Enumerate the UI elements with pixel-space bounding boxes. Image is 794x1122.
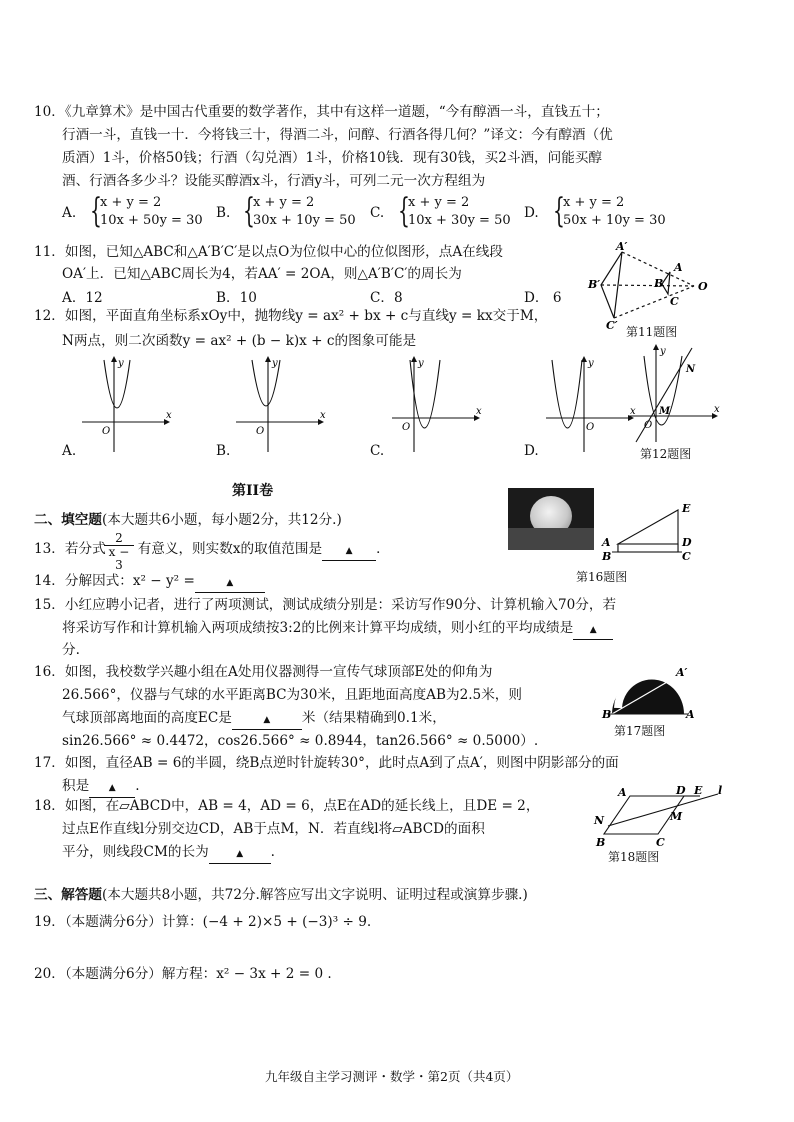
q10-option-a-eq2: 10x + 50y = 30 xyxy=(100,213,203,228)
q11-option-a: A．12 xyxy=(62,290,103,306)
q12-a-x-label: x xyxy=(166,410,172,421)
q11-triangle-a1b1c1 xyxy=(601,252,622,318)
q17-line-2 xyxy=(62,777,140,798)
q18-answer-blank[interactable]: ▲ xyxy=(209,845,271,864)
q14-text: 14．分解因式：x² − y² = xyxy=(34,573,195,589)
q10-line-4: 酒、行酒各多少斗？设能买醇酒x斗，行酒y斗，可列二元一次方程组为 xyxy=(62,173,486,189)
q16-line-4: sin26.566° ≈ 0.4472，cos26.566° ≈ 0.8944，tan26.566° ≈ 0.5000）. xyxy=(62,733,539,749)
q12-figure xyxy=(626,344,722,444)
q15-line-1: 15．小红应聘小记者，进行了两项测试，测试成绩分别是：采访写作90分、计算机输入70分，若 xyxy=(34,597,617,613)
q18-label-m: M xyxy=(670,810,683,823)
q11-ray-c xyxy=(614,286,694,318)
q11-line-1: 11．如图，已知△ABC和△A′B′C′是以点O为位似中心的位似图形，点A在线段 xyxy=(34,244,503,260)
q15-text-2: 将采访写作和计算机输入两项成绩按3:2的比例来计算平均成绩，则小红的平均成绩是 xyxy=(62,620,574,636)
q12-fig-label-n: N xyxy=(686,364,696,375)
q13-prefix: 13．若分式 xyxy=(34,541,106,557)
q14-answer-blank[interactable]: ▲ xyxy=(195,574,265,593)
q10-option-a-label: A. xyxy=(62,205,77,221)
part-2-title: 第II卷 xyxy=(232,483,274,499)
q11-label-b: B xyxy=(654,277,664,290)
q13-denominator: x − 3 xyxy=(108,545,130,572)
q12-b-y-label: y xyxy=(272,358,278,369)
q16-text-3a: 气球顶部离地面的高度EC是 xyxy=(62,710,232,726)
q18-label-e: E xyxy=(694,784,703,797)
q20-line: 20．（本题满分6分）解方程：x² − 3x + 2 = 0 . xyxy=(34,966,332,982)
q10-option-d-eq1: x + y = 2 xyxy=(563,195,625,210)
q11-label-b1: B′ xyxy=(588,278,601,291)
section-3-title: 三、解答题 xyxy=(34,887,102,903)
q10-option-b-label: B. xyxy=(216,205,231,221)
q18-caption: 第18题图 xyxy=(608,850,660,864)
q12-option-b-graph xyxy=(236,356,326,456)
q16-caption: 第16题图 xyxy=(576,570,628,584)
q19-line: 19．（本题满分6分）计算：(−4 + 2)×5 + (−3)³ ÷ 9. xyxy=(34,914,372,930)
section-2-note: (本大题共6小题，每小题2分，共12分.) xyxy=(101,512,342,528)
q11-ray-b xyxy=(601,285,694,286)
q12-line-2: N两点，则二次函数y = ax² + (b − k)x + c的图象可能是 xyxy=(62,333,417,349)
q16-balloon-photo xyxy=(508,488,594,550)
q11-option-d: D． 6 xyxy=(524,290,562,306)
q17-figure xyxy=(598,660,698,722)
q12-option-c: C. xyxy=(370,443,385,459)
section-3-heading xyxy=(34,886,528,904)
q16-answer-blank[interactable]: ▲ xyxy=(232,711,302,730)
q12-line-1: 12．如图，平面直角坐标系xOy中，抛物线y = ax² + bx + c与直线y = kx交于M， xyxy=(34,308,548,324)
q11-label-o: O xyxy=(698,280,708,293)
q18-label-c: C xyxy=(656,836,665,846)
q16-label-a: A xyxy=(602,536,611,549)
q18-label-l: l xyxy=(718,784,723,797)
q15-line-3: 分. xyxy=(62,642,80,658)
q18-label-a: A xyxy=(618,786,627,799)
q16-label-c: C xyxy=(682,550,691,563)
q12-d-origin: O xyxy=(586,422,595,433)
q15-line-2 xyxy=(62,619,613,640)
q12-option-d: D. xyxy=(524,443,539,459)
q18-line-3 xyxy=(62,843,275,864)
section-3-note: (本大题共8小题，共72分.解答应写出文字说明、证明过程或演算步骤.) xyxy=(101,887,528,903)
q11-label-a1: A′ xyxy=(616,240,628,253)
q12-b-x-label: x xyxy=(320,410,326,421)
q11-label-c: C xyxy=(670,295,679,308)
q10-option-c-eq1: x + y = 2 xyxy=(408,195,470,210)
q18-label-d: D xyxy=(676,784,686,797)
q12-c-x-label: x xyxy=(476,406,482,417)
q14-line xyxy=(34,572,265,593)
q12-fig-x-label: x xyxy=(714,404,720,415)
q16-label-d: D xyxy=(682,536,692,549)
q12-d-x-label: x xyxy=(630,406,636,417)
section-2-heading xyxy=(34,511,342,529)
q11-option-c: C．8 xyxy=(370,290,403,306)
q12-a-parabola xyxy=(104,360,130,408)
q18-text-3: 平分，则线段CM的长为 xyxy=(62,844,209,860)
q10-option-b-eq1: x + y = 2 xyxy=(253,195,315,210)
q17-label-b: B xyxy=(602,708,612,721)
q11-figure xyxy=(586,238,726,330)
q16-line-3 xyxy=(62,709,446,730)
q16-label-e: E xyxy=(682,502,691,515)
q12-c-origin: O xyxy=(402,422,411,433)
q12-option-b: B. xyxy=(216,443,231,459)
q17-caption: 第17题图 xyxy=(614,724,666,738)
q10-option-a-eq1: x + y = 2 xyxy=(100,195,162,210)
q12-fig-label-m: M xyxy=(659,406,671,417)
q12-option-a: A. xyxy=(62,443,77,459)
q13-end: ． xyxy=(376,541,390,557)
page-footer: 九年级自主学习测评・数学・第2页（共4页） xyxy=(265,1069,519,1084)
q10-line-2: 行酒一斗，直钱一十．今将钱三十，得酒二斗，问醇、行酒各得几何？”译文：今有醇酒（优 xyxy=(62,127,613,143)
q18-figure xyxy=(592,784,726,846)
q11-label-a: A xyxy=(674,261,683,274)
q10-option-d-label: D. xyxy=(524,205,539,221)
q18-label-n: N xyxy=(594,814,605,827)
q16-triangle-aed xyxy=(618,510,678,544)
q10-option-d-eq2: 50x + 10y = 30 xyxy=(563,213,666,228)
q16-line-2: 26.566°，仪器与气球的水平距离BC为30米，且距地面高度AB为2.5米，则 xyxy=(62,687,522,703)
q12-option-c-graph xyxy=(392,356,482,456)
q10-option-c-eq2: 10x + 30y = 50 xyxy=(408,213,511,228)
q18-end: . xyxy=(270,844,275,860)
q17-answer-blank[interactable]: ▲ xyxy=(89,779,135,798)
q17-line-1: 17．如图，直径AB = 6的半圆，绕B点逆时针旋转30°，此时点A到了点A′，则图中阴影部分的面 xyxy=(34,755,619,771)
q10-line-1: 10．《九章算术》是中国古代重要的数学著作，其中有这样一道题，“今有醇酒一斗，直钱五十； xyxy=(34,104,609,120)
q11-line-2: OA′上．已知△ABC周长为4，若AA′ = 2OA，则△A′B′C′的周长为 xyxy=(62,266,462,282)
q13-text: 有意义，则实数x的取值范围是 xyxy=(137,541,323,557)
q17-label-a: A xyxy=(686,708,695,721)
q15-answer-blank[interactable]: ▲ xyxy=(573,621,613,640)
q13-fraction xyxy=(104,532,134,572)
q16-crowd-silhouette xyxy=(508,528,594,550)
q17-text-2: 积是 xyxy=(62,778,90,794)
q10-option-b-eq2: 30x + 10y = 50 xyxy=(253,213,356,228)
q18-label-b: B xyxy=(596,836,606,846)
q10-option-c-label: C. xyxy=(370,205,385,221)
q12-b-origin: O xyxy=(256,426,265,437)
q18-line-2: 过点E作直线l分别交边CD，AB于点M，N．若直线l将▱ABCD的面积 xyxy=(62,821,485,837)
q12-a-origin: O xyxy=(102,426,111,437)
q12-fig-origin: O xyxy=(644,420,653,431)
q16-label-b: B xyxy=(602,550,612,563)
q12-option-a-graph xyxy=(82,356,172,456)
q16-line-1: 16．如图，我校数学兴趣小组在A处用仪器测得一宣传气球顶部E处的仰角为 xyxy=(34,664,493,680)
q13-answer-blank[interactable]: ▲ xyxy=(322,542,376,561)
q16-triangle-figure xyxy=(596,498,700,564)
q12-option-d-graph xyxy=(546,356,636,456)
q17-label-a1: A′ xyxy=(676,666,688,679)
section-2-title: 二、填空题 xyxy=(34,512,102,528)
q16-instrument-base xyxy=(618,544,678,552)
q10-line-3: 质酒）1斗，价格50钱；行酒（勾兑酒）1斗，价格10钱．现有30钱，买2斗酒，问能买醇 xyxy=(62,150,603,166)
q12-a-y-label: y xyxy=(118,358,124,369)
q11-caption: 第11题图 xyxy=(626,325,678,339)
q12-caption: 第12题图 xyxy=(640,447,692,461)
q11-option-b: B．10 xyxy=(216,290,257,306)
q17-end: . xyxy=(135,778,140,794)
q13-numerator: 2 xyxy=(104,532,134,546)
q16-text-3b: 米（结果精确到0.1米， xyxy=(301,710,446,726)
q12-c-y-label: y xyxy=(418,358,424,369)
q18-line-1: 18．如图，在▱ABCD中，AB = 4，AD = 6，点E在AD的延长线上，且DE = 2， xyxy=(34,798,540,814)
q12-fig-y-label: y xyxy=(660,346,666,357)
q13-line xyxy=(34,540,390,561)
q12-d-y-label: y xyxy=(588,358,594,369)
q11-label-c1: C′ xyxy=(606,319,618,330)
